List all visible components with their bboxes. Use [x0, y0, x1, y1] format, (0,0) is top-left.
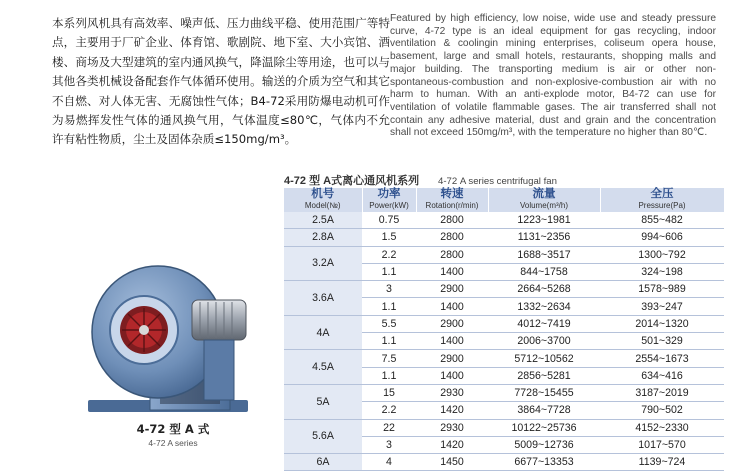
header-model-en: Model(№) — [304, 201, 341, 210]
chinese-description-text: 本系列风机具有高效率、噪声低、压力曲线平稳、使用范围广等特点，主要用于厂矿企业、体育馆、歌剧院、地下室、大小宾馆、酒楼、商场及大型建筑的室内通风换气，降温除尘等用途，也可以与其他各类机械设备配套作气体循环使用。输送的介质为空气和其它不自燃、对人体无害、无腐蚀性气体；B4-72采用防爆电动机可作为易燃挥发性气体的通风换气用，气体温度≤80℃，气体内不允许有粘性物质，尘土及固体杂质≤150mg/m³。 — [52, 16, 390, 147]
pressure-cell: 634~416 — [600, 367, 724, 384]
pressure-cell: 2554~1673 — [600, 350, 724, 367]
volume-cell: 1332~2634 — [488, 298, 600, 315]
power-cell: 2.2 — [362, 246, 416, 263]
volume-cell: 5009~12736 — [488, 436, 600, 453]
pressure-cell: 1300~792 — [600, 246, 724, 263]
table-row — [284, 454, 724, 471]
table-row — [284, 384, 724, 401]
fan-caption — [88, 421, 258, 448]
rotation-cell: 1400 — [416, 367, 488, 384]
rotation-cell: 1400 — [416, 263, 488, 280]
table-title-english: 4-72 A series centrifugal fan — [438, 176, 557, 187]
rotation-cell: 1400 — [416, 333, 488, 350]
spec-table — [284, 188, 725, 471]
power-cell: 15 — [362, 384, 416, 401]
pressure-cell: 790~502 — [600, 402, 724, 419]
table-row — [284, 246, 724, 263]
pressure-cell: 324~198 — [600, 263, 724, 280]
rotation-cell: 2800 — [416, 212, 488, 229]
table-title-chinese: 4-72 型 A式离心通风机系列 — [284, 175, 420, 187]
volume-cell: 1223~1981 — [488, 212, 600, 229]
rotation-cell: 2800 — [416, 246, 488, 263]
volume-cell: 10122~25736 — [488, 419, 600, 436]
table-row — [284, 419, 724, 436]
power-cell: 4 — [362, 454, 416, 471]
volume-cell: 1688~3517 — [488, 246, 600, 263]
volume-cell: 6677~13353 — [488, 454, 600, 471]
model-cell: 4A — [284, 315, 362, 350]
power-cell: 1.1 — [362, 333, 416, 350]
fan-caption-english: 4-72 A series — [148, 438, 198, 448]
header-power — [362, 188, 416, 212]
table-title — [284, 172, 724, 186]
model-cell: 3.6A — [284, 281, 362, 316]
power-cell: 7.5 — [362, 350, 416, 367]
header-model-zh: 机号 — [311, 188, 335, 200]
header-model — [284, 188, 362, 212]
rotation-cell: 1450 — [416, 454, 488, 471]
header-pressure-en: Pressure(Pa) — [638, 201, 686, 210]
volume-cell: 2006~3700 — [488, 333, 600, 350]
model-cell: 5A — [284, 384, 362, 419]
spec-table-body — [284, 212, 724, 471]
power-cell: 5.5 — [362, 315, 416, 332]
table-row — [284, 350, 724, 367]
pressure-cell: 4152~2330 — [600, 419, 724, 436]
volume-cell: 4012~7419 — [488, 315, 600, 332]
volume-cell: 844~1758 — [488, 263, 600, 280]
table-row — [284, 229, 724, 246]
rotation-cell: 2930 — [416, 419, 488, 436]
chinese-description — [52, 14, 390, 150]
volume-cell: 2664~5268 — [488, 281, 600, 298]
power-cell: 0.75 — [362, 212, 416, 229]
volume-cell: 2856~5281 — [488, 367, 600, 384]
pressure-cell: 1017~570 — [600, 436, 724, 453]
model-cell: 5.6A — [284, 419, 362, 454]
pressure-cell: 393~247 — [600, 298, 724, 315]
pressure-cell: 994~606 — [600, 229, 724, 246]
pressure-cell: 3187~2019 — [600, 384, 724, 401]
model-cell: 3.2A — [284, 246, 362, 281]
power-cell: 22 — [362, 419, 416, 436]
spec-table-header — [284, 188, 724, 212]
model-cell: 6A — [284, 454, 362, 471]
rotation-cell: 2930 — [416, 384, 488, 401]
table-row — [284, 315, 724, 332]
rotation-cell: 2900 — [416, 350, 488, 367]
model-cell: 2.8A — [284, 229, 362, 246]
volume-cell: 3864~7728 — [488, 402, 600, 419]
english-description-text: Featured by high efficiency, low noise, wide use and steady pressure curve, 4-72 type is an ideal equipment for gas recycling, indoor ventilation & coolingin mining enterprises, coliseum opera house, basement, large and small hotels, restaurants, shopping malls and major building. The transporting medium is air or other non-spontaneous-combustion and non-explosive-combustion air with no harm to human. With an anti-explode motor, B4-72 can use for ventilation of volatile flammable gases. The air transferred shall not contain any adhesive material, dust and grain and the concentration shall not exceed 150mg/m³, with the temperature no higher than 80℃. — [390, 13, 716, 139]
table-row — [284, 281, 724, 298]
header-rotation — [416, 188, 488, 212]
rotation-cell: 2900 — [416, 315, 488, 332]
rotation-cell: 1420 — [416, 436, 488, 453]
pressure-cell: 501~329 — [600, 333, 724, 350]
rotation-cell: 2900 — [416, 281, 488, 298]
fan-illustration — [80, 250, 270, 425]
power-cell: 1.1 — [362, 263, 416, 280]
power-cell: 1.1 — [362, 367, 416, 384]
header-volume-en: Volume(m³/h) — [519, 201, 568, 210]
header-pressure — [600, 188, 724, 212]
rotation-cell: 1400 — [416, 298, 488, 315]
rotation-cell: 1420 — [416, 402, 488, 419]
model-cell: 4.5A — [284, 350, 362, 385]
model-cell: 2.5A — [284, 212, 362, 229]
header-volume — [488, 188, 600, 212]
volume-cell: 5712~10562 — [488, 350, 600, 367]
header-rotation-zh: 转速 — [440, 188, 464, 200]
header-power-zh: 功率 — [377, 188, 401, 200]
power-cell: 3 — [362, 281, 416, 298]
fan-caption-chinese: 4-72 型 A 式 — [136, 422, 210, 436]
pressure-cell: 855~482 — [600, 212, 724, 229]
volume-cell: 1131~2356 — [488, 229, 600, 246]
power-cell: 1.1 — [362, 298, 416, 315]
rotation-cell: 2800 — [416, 229, 488, 246]
english-description — [390, 13, 716, 140]
power-cell: 3 — [362, 436, 416, 453]
pressure-cell: 1139~724 — [600, 454, 724, 471]
pressure-cell: 1578~989 — [600, 281, 724, 298]
header-volume-zh: 流量 — [532, 188, 556, 200]
pressure-cell: 2014~1320 — [600, 315, 724, 332]
header-rotation-en: Rotation(r/min) — [425, 201, 479, 210]
header-pressure-zh: 全压 — [650, 188, 674, 200]
table-row — [284, 212, 724, 229]
power-cell: 1.5 — [362, 229, 416, 246]
power-cell: 2.2 — [362, 402, 416, 419]
header-power-en: Power(kW) — [369, 201, 409, 210]
centrifugal-fan-icon — [80, 250, 270, 425]
volume-cell: 7728~15455 — [488, 384, 600, 401]
